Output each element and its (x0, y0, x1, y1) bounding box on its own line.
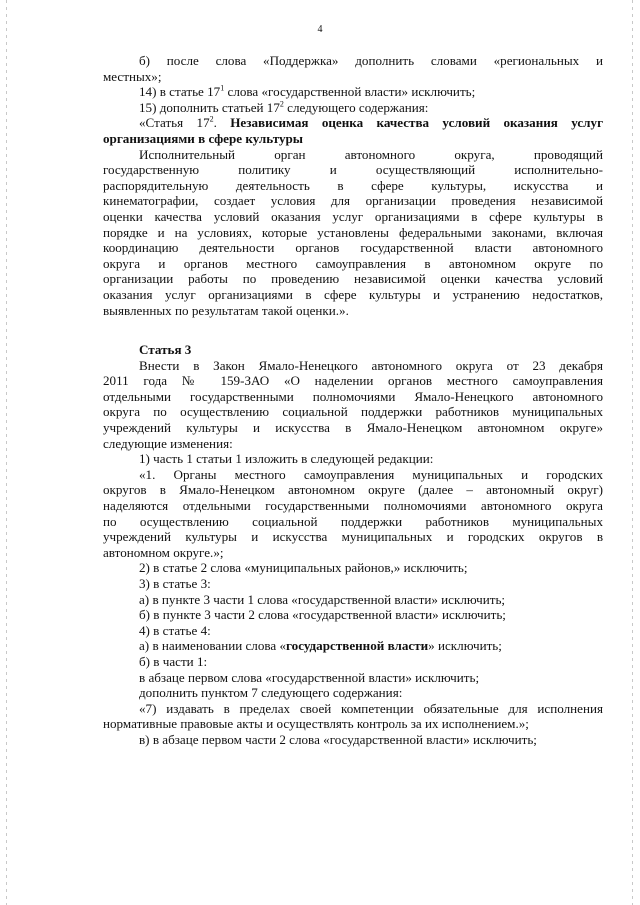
text-line (103, 404, 603, 420)
line-pre: учреждений культуры и искусства в Ямало-Ненецком автономном округе» (103, 420, 603, 436)
text-line (103, 209, 603, 225)
line-bold: Статья 3 (139, 342, 192, 358)
line-pre: кинематографии, создает условия для организации проведения независимой (103, 193, 603, 209)
text-line (103, 100, 603, 116)
line-pre: выявленных по результатам такой оценки.». (103, 302, 349, 318)
text-line (103, 303, 603, 319)
line-pre: 14) в статье 17 (139, 84, 221, 100)
line-pre: дополнить пунктом 7 следующего содержания: (139, 685, 403, 701)
text-line (103, 240, 603, 256)
line-pre: округов в Ямало-Ненецком автономном округе (далее – автономный округ) (103, 482, 603, 498)
line-pre: порядке и на условиях, которые установлены федеральными законами, включая (103, 224, 603, 240)
text-line (103, 53, 603, 69)
line-sup: 2 (209, 115, 214, 125)
line-pre: Внести в Закон Ямало-Ненецкого автономного округа от 23 декабря (139, 357, 603, 373)
line-pre: оказания услуг организациями в сфере культуры и устранению недостатков, (103, 286, 603, 302)
text-line (103, 545, 603, 561)
text-line (103, 514, 603, 530)
text-line (103, 732, 603, 748)
text-line (103, 451, 603, 467)
paragraph-gap (103, 318, 603, 342)
line-pre: 15) дополнить статьей 17 (139, 99, 280, 115)
line-post: следующего содержания: (283, 99, 429, 115)
text-line (103, 529, 603, 545)
line-pre: учреждений культуры и искусства муниципальных и городских округов в (103, 529, 603, 545)
line-pre: распорядительную деятельность в сфере культуры, искусства и (103, 177, 603, 193)
line-pre: в) в абзаце первом части 2 слова «государственной власти» исключить; (139, 731, 537, 747)
text-line (103, 498, 603, 514)
text-line (103, 225, 603, 241)
text-line (103, 256, 603, 272)
line-pre: 3) в статье 3: (139, 576, 211, 591)
line-bold: Независимая оценка качества условий оказания услуг (230, 115, 604, 131)
text-line (103, 638, 603, 654)
line-pre: округа по осуществлению социальной поддержки работников муниципальных (103, 404, 603, 420)
text-line (103, 685, 603, 701)
line-pre: по осуществлению социальной поддержки работников муниципальных (103, 513, 603, 529)
line-pre: б) после слова «Поддержка» дополнить словами «региональных и (139, 53, 603, 68)
text-line (103, 115, 603, 131)
line-pre: автономном округе.»; (103, 544, 224, 560)
line-pre: 4) в статье 4: (139, 622, 211, 638)
line-pre: округа и органов местного самоуправления в автономном округе по (103, 255, 603, 271)
line-bold: государственной власти (286, 638, 429, 654)
right-scan-edge (632, 0, 633, 905)
line-pre: отдельными государственными полномочиями Ямало-Ненецкого автономного (103, 388, 603, 404)
text-line (103, 607, 603, 623)
text-line (103, 654, 603, 670)
text-line (103, 701, 603, 717)
line-post2: » исключить; (428, 638, 502, 654)
line-post: слова «государственной власти» исключить; (224, 84, 476, 100)
text-line (103, 576, 603, 592)
text-line (103, 436, 603, 452)
line-pre: в абзаце первом слова «государственной власти» исключить; (139, 669, 480, 685)
text-line (103, 389, 603, 405)
text-line (103, 69, 603, 85)
line-pre: «7) издавать в пределах своей компетенции обязательные для исполнения (139, 700, 603, 716)
text-line (103, 560, 603, 576)
line-pre: нормативные правовые акты и осуществлять контроль за их исполнением.»; (103, 716, 529, 732)
line-pre: оценки качества условий оказания услуг организациями в сфере культуры в (103, 208, 603, 224)
line-pre: организации работы по проведению независимой оценки качества условий (103, 271, 603, 287)
line-pre: 1) часть 1 статьи 1 изложить в следующей редакции: (139, 451, 434, 467)
text-line (103, 670, 603, 686)
line-pre: а) в наименовании слова « (139, 638, 287, 654)
text-line (103, 373, 603, 389)
line-pre: государственную политику и осуществляющий исполнительно- (103, 162, 603, 178)
line-bold: организациями в сфере культуры (103, 130, 304, 146)
text-line (103, 193, 603, 209)
line-pre: а) в пункте 3 части 1 слова «государственной власти» исключить; (139, 591, 506, 607)
text-line (103, 592, 603, 608)
text-line (103, 716, 603, 732)
text-line (103, 84, 603, 100)
text-line (103, 342, 603, 358)
text-line (103, 287, 603, 303)
document-body (103, 53, 603, 748)
line-sup: 2 (279, 99, 284, 109)
line-pre: местных»; (103, 68, 162, 84)
text-line (103, 147, 603, 163)
line-pre: следующие изменения: (103, 435, 233, 451)
text-line (103, 420, 603, 436)
line-pre: координацию деятельности органов государственной власти автономного (103, 240, 603, 256)
line-pre: «1. Органы местного самоуправления муниципальных и городских (139, 466, 603, 482)
text-line (103, 358, 603, 374)
text-line (103, 271, 603, 287)
line-pre: 2011 года № 159-ЗАО «О наделении органов местного самоуправления (103, 373, 603, 389)
left-scan-edge (6, 0, 7, 905)
line-pre: наделяются отдельными государственными полномочиями автономного округа (103, 498, 603, 514)
text-line (103, 623, 603, 639)
line-sup: 1 (220, 83, 225, 93)
line-pre: Исполнительный орган автономного округа, проводящий (139, 146, 603, 162)
line-pre: «Статья 17 (139, 115, 210, 131)
page-number: 4 (317, 24, 323, 35)
text-line (103, 162, 603, 178)
line-post: . (213, 115, 231, 131)
text-line (103, 131, 603, 147)
line-pre: б) в части 1: (139, 653, 208, 669)
text-line (103, 482, 603, 498)
text-line (103, 467, 603, 483)
line-pre: б) в пункте 3 части 2 слова «государственной власти» исключить; (139, 607, 506, 623)
line-pre: 2) в статье 2 слова «муниципальных районов,» исключить; (139, 560, 468, 576)
text-line (103, 178, 603, 194)
